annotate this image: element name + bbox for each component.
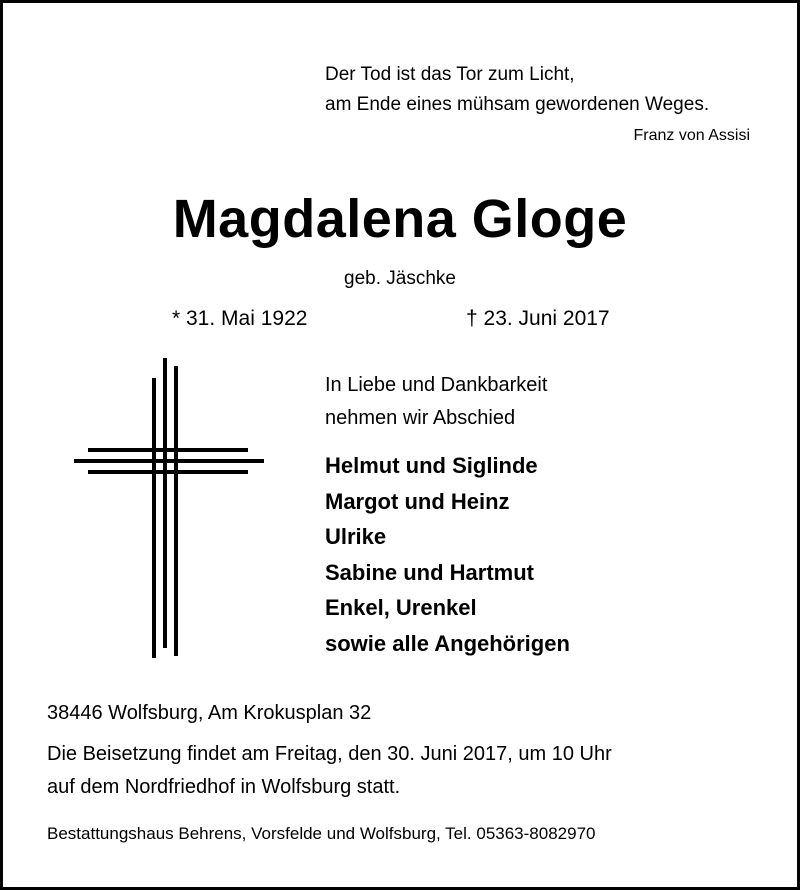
quote-line-1: Der Tod ist das Tor zum Licht, bbox=[325, 64, 575, 85]
funeral-line-2: auf dem Nordfriedhof in Wolfsburg statt. bbox=[47, 776, 401, 798]
mourners-list bbox=[325, 448, 570, 661]
mourner-item: Enkel, Urenkel bbox=[325, 595, 477, 620]
mourner-item: Ulrike bbox=[325, 524, 387, 549]
farewell-line-1: In Liebe und Dankbarkeit bbox=[325, 374, 548, 396]
mourner-item: Helmut und Siglinde bbox=[325, 453, 538, 478]
birth-date: * 31. Mai 1922 bbox=[172, 307, 308, 330]
mourner-item: Sabine und Hartmut bbox=[325, 559, 535, 585]
funeral-info bbox=[47, 738, 612, 804]
address: 38446 Wolfsburg, Am Krokusplan 32 bbox=[47, 702, 372, 724]
birth-name: geb. Jäschke bbox=[344, 268, 456, 289]
cross-icon bbox=[74, 358, 264, 658]
deceased-name: Magdalena Gloge bbox=[172, 189, 628, 249]
mourner-item: sowie alle Angehörigen bbox=[325, 630, 570, 656]
quote-line-2: am Ende eines mühsam gewordenen Weges. bbox=[325, 94, 710, 115]
death-date: † 23. Juni 2017 bbox=[466, 307, 610, 330]
mourner-item: Margot und Heinz bbox=[325, 488, 510, 514]
quote-author: Franz von Assisi bbox=[633, 127, 750, 144]
undertaker-info: Bestattungshaus Behrens, Vorsfelde und Wolfsburg, Tel. 05363-8082970 bbox=[47, 824, 596, 843]
farewell-line-2: nehmen wir Abschied bbox=[325, 407, 516, 429]
funeral-line-1: Die Beisetzung findet am Freitag, den 30. Juni 2017, um 10 Uhr bbox=[47, 743, 612, 765]
